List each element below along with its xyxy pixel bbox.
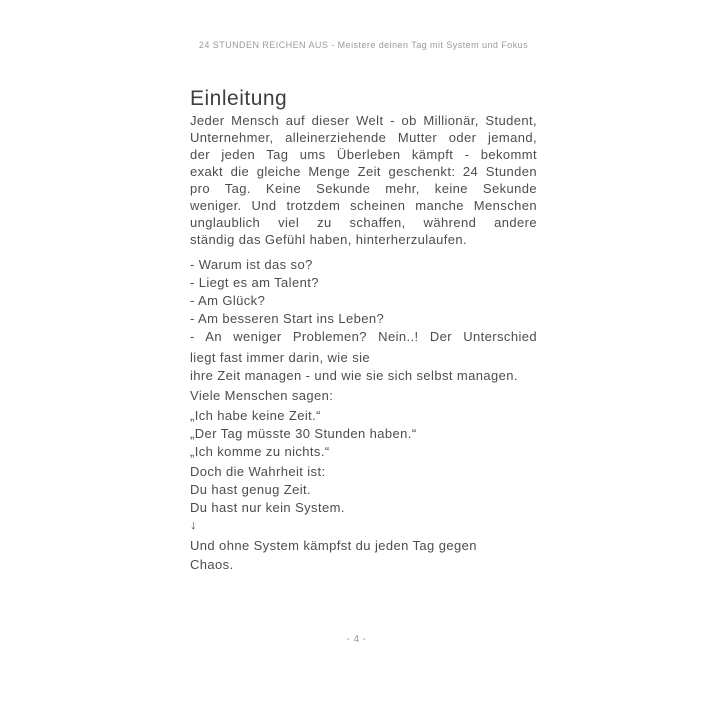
text-line: Viele Menschen sagen: [190, 388, 334, 403]
text-line: „Ich komme zu nichts.“ [190, 444, 330, 459]
text-line: - Warum ist das so? [190, 257, 313, 272]
text-line: Du hast nur kein System. [190, 500, 345, 515]
text-line: - Am besseren Start ins Leben? [190, 311, 385, 326]
text-line: Du hast genug Zeit. [190, 482, 312, 497]
text-block [190, 112, 537, 248]
text-line: pro Tag. Keine Sekunde mehr, keine Sekunde [190, 181, 537, 196]
text-line: exakt die gleiche Menge Zeit geschenkt: 24 Stunden [190, 164, 537, 179]
page-number: - 4 - [346, 634, 367, 645]
text-line: weniger. Und trotzdem scheinen manche Menschen [190, 198, 537, 213]
text-line: ständig das Gefühl haben, hinterherzulaufen. [190, 232, 468, 247]
text-line: ↓ [190, 517, 197, 532]
text-block [190, 517, 537, 533]
text-line: Jeder Mensch auf dieser Welt - ob Millionär, Student, [190, 113, 537, 128]
text-line: Doch die Wahrheit ist: [190, 464, 326, 479]
text-block [190, 536, 537, 574]
text-line: Und ohne System kämpfst du jeden Tag gegen [190, 538, 477, 553]
text-line: ihre Zeit managen - und wie sie sich selbst managen. [190, 368, 518, 383]
text-line: unglaublich viel zu schaffen, während andere [190, 215, 537, 230]
text-line: - Liegt es am Talent? [190, 275, 319, 290]
text-block [190, 256, 537, 346]
running-header: 24 STUNDEN REICHEN AUS - Meistere deinen Tag mit System und Fokus [198, 40, 529, 50]
text-line: Chaos. [190, 557, 234, 572]
text-line: „Ich habe keine Zeit.“ [190, 408, 321, 423]
text-block [190, 407, 537, 461]
text-line: - An weniger Problemen? Nein..! Der Unterschied [190, 329, 537, 344]
text-block [190, 349, 537, 385]
text-line: der jeden Tag ums Überleben kämpft - bekommt [190, 147, 537, 162]
text-block [190, 463, 537, 481]
page-title: Einleitung [190, 87, 288, 110]
text-line: liegt fast immer darin, wie sie [190, 350, 371, 365]
text-line: „Der Tag müsste 30 Stunden haben.“ [190, 426, 417, 441]
page-body [190, 112, 537, 574]
text-block [190, 387, 537, 405]
text-line: Unternehmer, alleinerziehende Mutter oder jemand, [190, 130, 537, 145]
text-block [190, 481, 537, 517]
text-line: - Am Glück? [190, 293, 266, 308]
page-content [190, 85, 537, 574]
